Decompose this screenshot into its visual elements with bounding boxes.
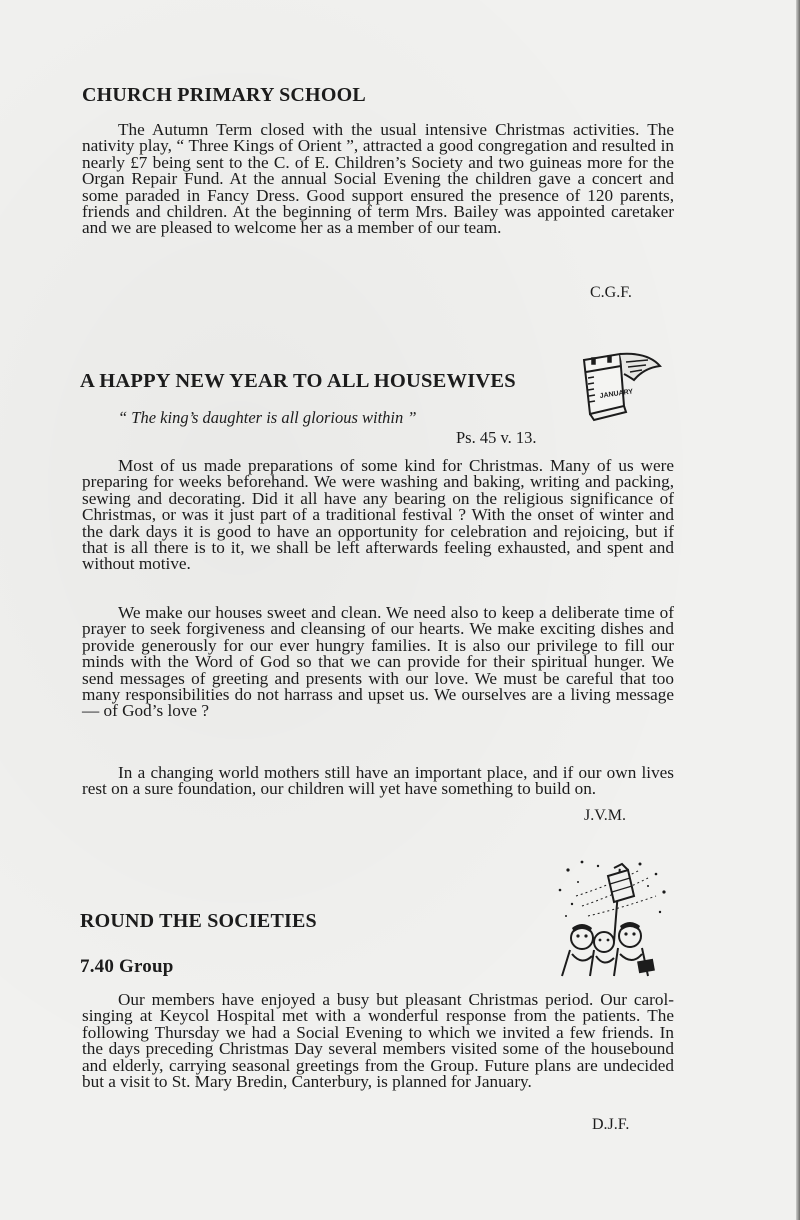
- societies-paragraph: Our members have enjoyed a busy but pleasant Christmas period. Our carol-singing at Keycol Hospital met with a wonderful response from the patients. The following Thursday we had a Social Evening to which we invited a few friends. In the days preceding Christmas Day several members visited some of the housebound and elderly, carrying seasonal greetings from the Group. Future plans are undecided but a visit to St. Mary Bredin, Canterbury, is planned for January.: [82, 990, 674, 1092]
- housewives-paragraph-1: Most of us made preparations of some kind for Christmas. Many of us were preparing for weeks beforehand. We were washing and baking, writing and packing, sewing and decorating. Did it all have any bearing on the religious significance of Christmas, or was it just part of a traditional festival ? With the onset of winter and the dark days it is good to have an opportunity for celebration and rejoicing, but if that is all there is to it, we shall be left afterwards feeling exhausted, and spent and without motive.: [82, 456, 674, 574]
- school-paragraph: The Autumn Term closed with the usual intensive Christmas activities. The nativity play, “ Three Kings of Orient ”, attracted a good congregation and resulted in nearly £7 being sent to the C. of E. Children’s Society and two guineas more for the Organ Repair Fund. At the annual Social Evening the children gave a concert and some paraded in Fancy Dress. Good support ensured the presence of 120 parents, friends and children. At the beginning of term Mrs. Bailey was appointed caretaker and we are pleased to welcome her as a member of our team.: [82, 120, 674, 238]
- school-signature: C.G.F.: [590, 284, 632, 301]
- housewives-reference: Ps. 45 v. 13.: [456, 428, 537, 447]
- housewives-heading: A HAPPY NEW YEAR TO ALL HOUSEWIVES: [80, 370, 516, 392]
- school-heading: CHURCH PRIMARY SCHOOL: [82, 84, 366, 106]
- societies-signature: D.J.F.: [592, 1116, 630, 1133]
- page-edge-shadow: [796, 0, 800, 1220]
- housewives-quote: “ The king’s daughter is all glorious within ”: [118, 408, 417, 427]
- housewives-paragraph-3: In a changing world mothers still have an important place, and if our own lives rest on a sure foundation, our children will yet have something to build on.: [82, 763, 674, 799]
- societies-heading: ROUND THE SOCIETIES: [80, 910, 317, 932]
- housewives-signature: J.V.M.: [584, 807, 626, 824]
- calendar-icon: [578, 350, 664, 424]
- carol-singers-icon: [552, 856, 672, 980]
- calendar-label: JANUARY: [599, 388, 634, 400]
- societies-subheading: 7.40 Group: [80, 956, 174, 977]
- housewives-paragraph-2: We make our houses sweet and clean. We need also to keep a deliberate time of prayer to seek forgiveness and cleansing of our hearts. We make exciting dishes and provide generously for our ever hungry families. It is also our privilege to fill our minds with the Word of God so that we can provide for their spiritual hunger. We send messages of greeting and presents with our love. We must be careful that too many responsibilities do not harrass and upset us. We ourselves are a living message — of God’s love ?: [82, 603, 674, 721]
